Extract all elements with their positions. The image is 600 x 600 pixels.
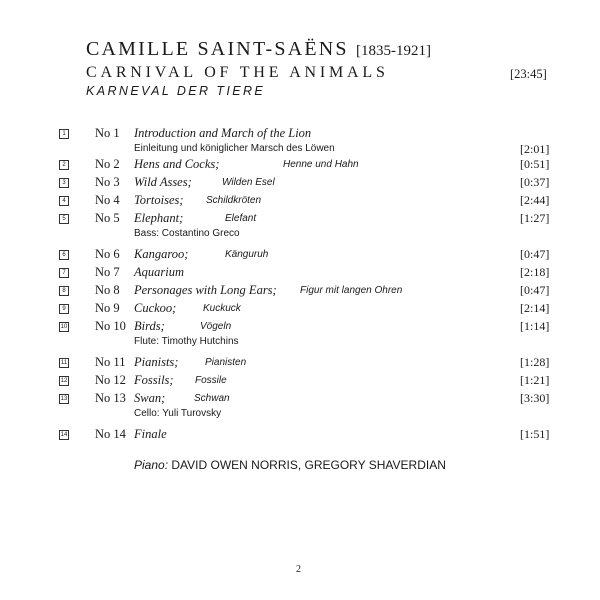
track-number-box: 13 xyxy=(60,396,68,402)
track-title-german: Fossile xyxy=(195,375,227,386)
track-duration: [1:51] xyxy=(520,427,550,441)
track-duration: [0:51] xyxy=(520,157,550,171)
track-performer-credit xyxy=(134,336,239,347)
track-title: Tortoises; xyxy=(134,193,184,207)
track-no-label: No 5 xyxy=(95,211,120,225)
track-number-box: 11 xyxy=(60,360,68,366)
track-no-label: No 3 xyxy=(95,175,120,189)
track-title-german: Einleitung und königlicher Marsch des Löwen xyxy=(134,143,335,154)
track-duration: [2:14] xyxy=(520,301,550,315)
track-duration: [1:27] xyxy=(520,211,550,225)
work-title: CARNIVAL OF THE ANIMALS xyxy=(86,64,389,81)
track-duration: [3:30] xyxy=(520,391,550,405)
track-number-box: 9 xyxy=(59,304,69,314)
track-no-label: No 1 xyxy=(95,126,120,140)
track-duration: [2:01] xyxy=(520,142,550,156)
track-no-label: No 8 xyxy=(95,283,120,297)
track-title-german: Schwan xyxy=(194,393,230,404)
track-title: Aquarium xyxy=(134,265,184,279)
performer-instrument: Bass: xyxy=(134,228,160,239)
track-title-german: Pianisten xyxy=(205,357,247,368)
track-duration: [1:21] xyxy=(520,373,550,387)
performer-name: Costantino Greco xyxy=(161,228,240,239)
track-title: Birds; xyxy=(134,319,165,333)
track-title: Pianists; xyxy=(134,355,179,369)
track-duration: [0:47] xyxy=(520,247,550,261)
piano-credit xyxy=(134,458,446,472)
track-no-label: No 13 xyxy=(95,391,126,405)
track-title: Personages with Long Ears; xyxy=(134,283,277,297)
track-title-german: Kuckuck xyxy=(203,303,241,314)
track-no-label: No 14 xyxy=(95,427,126,441)
composer-dates: [1835-1921] xyxy=(355,43,431,59)
track-title-german: Figur mit langen Ohren xyxy=(300,285,403,296)
track-duration: [1:14] xyxy=(520,319,550,333)
track-title-german: Schildkröten xyxy=(206,195,262,206)
composer-name: CAMILLE SAINT-SAËNS xyxy=(86,38,349,60)
performer-name: Timothy Hutchins xyxy=(161,336,239,347)
track-title: Fossils; xyxy=(134,373,174,387)
track-no-label: No 11 xyxy=(95,355,126,369)
track-number-box: 2 xyxy=(59,160,69,170)
track-title-german: Henne und Hahn xyxy=(283,159,359,170)
pianist-names: DAVID OWEN NORRIS, GREGORY SHAVERDIAN xyxy=(171,458,446,472)
track-number-box: 4 xyxy=(59,196,69,206)
track-number-box: 14 xyxy=(60,432,68,438)
track-no-label: No 10 xyxy=(95,319,126,333)
track-title-german: Elefant xyxy=(225,213,257,224)
track-title-german: Vögeln xyxy=(200,321,232,332)
track-number-box: 3 xyxy=(59,178,69,188)
performer-instrument: Flute: xyxy=(134,336,160,347)
track-performer-credit xyxy=(134,408,221,419)
track-title: Cuckoo; xyxy=(134,301,177,315)
track-duration: [2:18] xyxy=(520,265,550,279)
track-no-label: No 4 xyxy=(95,193,120,207)
track-title: Elephant; xyxy=(134,211,184,225)
track-title: Wild Asses; xyxy=(134,175,192,189)
track-number-box: 1 xyxy=(59,129,69,139)
piano-label: Piano: xyxy=(134,458,169,472)
total-duration: [23:45] xyxy=(510,67,547,81)
track-number-box: 5 xyxy=(59,214,69,224)
track-title: Finale xyxy=(134,427,167,441)
track-performer-credit xyxy=(134,228,240,239)
track-duration: [2:44] xyxy=(520,193,550,207)
track-number-box: 12 xyxy=(60,378,68,384)
track-no-label: No 7 xyxy=(95,265,120,279)
track-title: Swan; xyxy=(134,391,166,405)
page-number: 2 xyxy=(296,564,301,575)
track-duration: [1:28] xyxy=(520,355,550,369)
track-no-label: No 2 xyxy=(95,157,120,171)
work-subtitle-german: KARNEVAL DER TIERE xyxy=(86,84,266,98)
track-no-label: No 9 xyxy=(95,301,120,315)
track-title-german: Wilden Esel xyxy=(222,177,275,188)
performer-instrument: Cello: xyxy=(134,408,160,419)
track-number-box: 10 xyxy=(60,324,68,330)
track-number-box: 8 xyxy=(59,286,69,296)
track-duration: [0:47] xyxy=(520,283,550,297)
track-number-box: 6 xyxy=(59,250,69,260)
track-no-label: No 12 xyxy=(95,373,126,387)
track-duration: [0:37] xyxy=(520,175,550,189)
performer-name: Yuli Turovsky xyxy=(162,408,222,419)
track-title: Introduction and March of the Lion xyxy=(134,126,312,140)
track-title: Kangaroo; xyxy=(134,247,189,261)
track-title: Hens and Cocks; xyxy=(134,157,220,171)
track-number-box: 7 xyxy=(59,268,69,278)
track-title-german: Känguruh xyxy=(225,249,269,260)
track-no-label: No 6 xyxy=(95,247,120,261)
